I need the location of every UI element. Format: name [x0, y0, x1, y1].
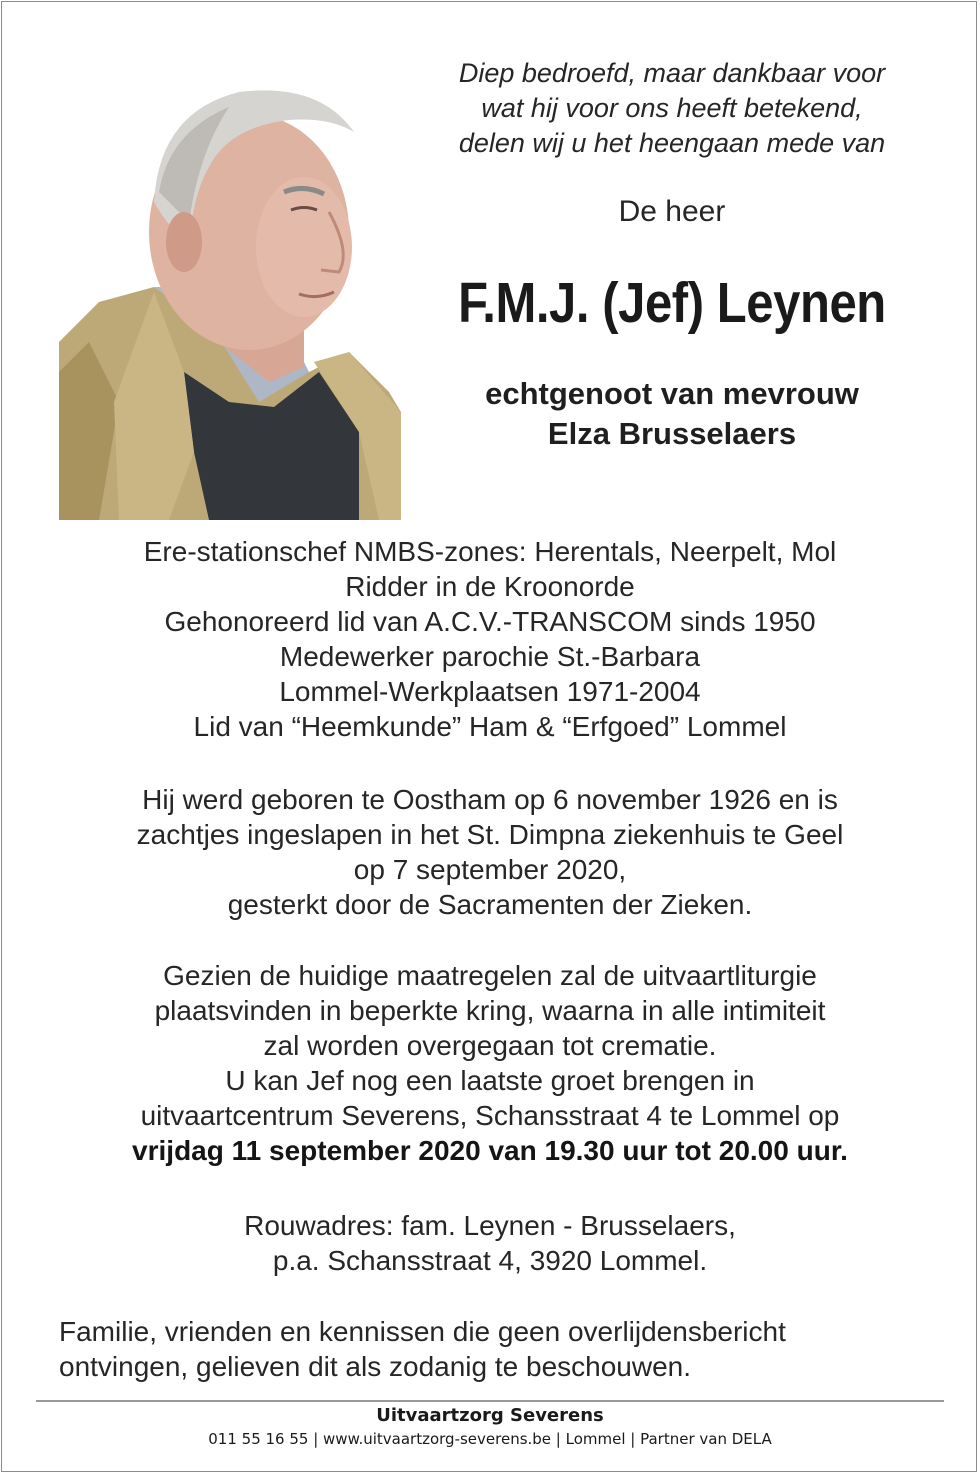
intro-line: delen wij u het heengaan mede van — [458, 128, 886, 158]
titles-list — [40, 534, 940, 744]
title-line: Lommel-Werkplaatsen 1971-2004 — [279, 676, 701, 707]
portrait-photo — [59, 72, 401, 520]
title-line: Ere-stationschef NMBS-zones: Herentals, Neerpelt, Mol — [143, 536, 837, 567]
address-line: Rouwadres: fam. Leynen - Brusselaers, — [244, 1210, 736, 1241]
intro-text — [404, 56, 940, 161]
intro-line: Diep bedroefd, maar dankbaar voor — [458, 58, 886, 88]
birth-death-paragraph — [40, 782, 940, 922]
paragraph-line: Hij werd geboren te Oostham op 6 november 1926 en is — [142, 784, 838, 815]
paragraph-line: gesterkt door de Sacramenten der Zieken. — [227, 889, 753, 920]
deceased-name: F.M.J. (Jef) Leynen — [458, 271, 886, 335]
note-line: Familie, vrienden en kennissen die geen overlijdensbericht — [59, 1316, 786, 1347]
salutation: De heer — [618, 195, 726, 228]
closing-note — [59, 1314, 939, 1384]
mourning-address — [40, 1208, 940, 1278]
paragraph-line: Gezien de huidige maatregelen zal de uitvaartliturgie — [163, 960, 817, 991]
funeral-home-name: Uitvaartzorg Severens — [376, 1405, 604, 1426]
spouse-name: Elza Brusselaers — [547, 416, 797, 451]
title-line: Medewerker parochie St.-Barbara — [279, 641, 701, 672]
paragraph-line: uitvaartcentrum Severens, Schansstraat 4 te Lommel op — [140, 1100, 840, 1131]
spouse-line: echtgenoot van mevrouw — [485, 376, 859, 411]
funeral-home-contact: 011 55 16 55 | www.uitvaartzorg-severens.be | Lommel | Partner van DELA — [208, 1430, 772, 1448]
viewing-datetime: vrijdag 11 september 2020 van 19.30 uur tot 20.00 uur. — [132, 1135, 848, 1166]
paragraph-line: zachtjes ingeslapen in het St. Dimpna ziekenhuis te Geel — [136, 819, 844, 850]
paragraph-line: U kan Jef nog een laatste groet brengen in — [225, 1065, 755, 1096]
paragraph-line: op 7 september 2020, — [353, 854, 627, 885]
title-line: Ridder in de Kroonorde — [345, 571, 635, 602]
title-line: Gehonoreerd lid van A.C.V.-TRANSCOM sinds 1950 — [164, 606, 816, 637]
spouse-text — [404, 374, 940, 454]
footer-divider — [36, 1400, 944, 1402]
note-line: ontvingen, gelieven dit als zodanig te beschouwen. — [59, 1351, 691, 1382]
title-line: Lid van “Heemkunde” Ham & “Erfgoed” Lommel — [193, 711, 787, 742]
address-line: p.a. Schansstraat 4, 3920 Lommel. — [272, 1245, 708, 1276]
paragraph-line: plaatsvinden in beperkte kring, waarna in alle intimiteit — [154, 995, 826, 1026]
paragraph-line: zal worden overgegaan tot crematie. — [263, 1030, 717, 1061]
intro-line: wat hij voor ons heeft betekend, — [481, 93, 863, 123]
service-paragraph — [40, 958, 940, 1168]
